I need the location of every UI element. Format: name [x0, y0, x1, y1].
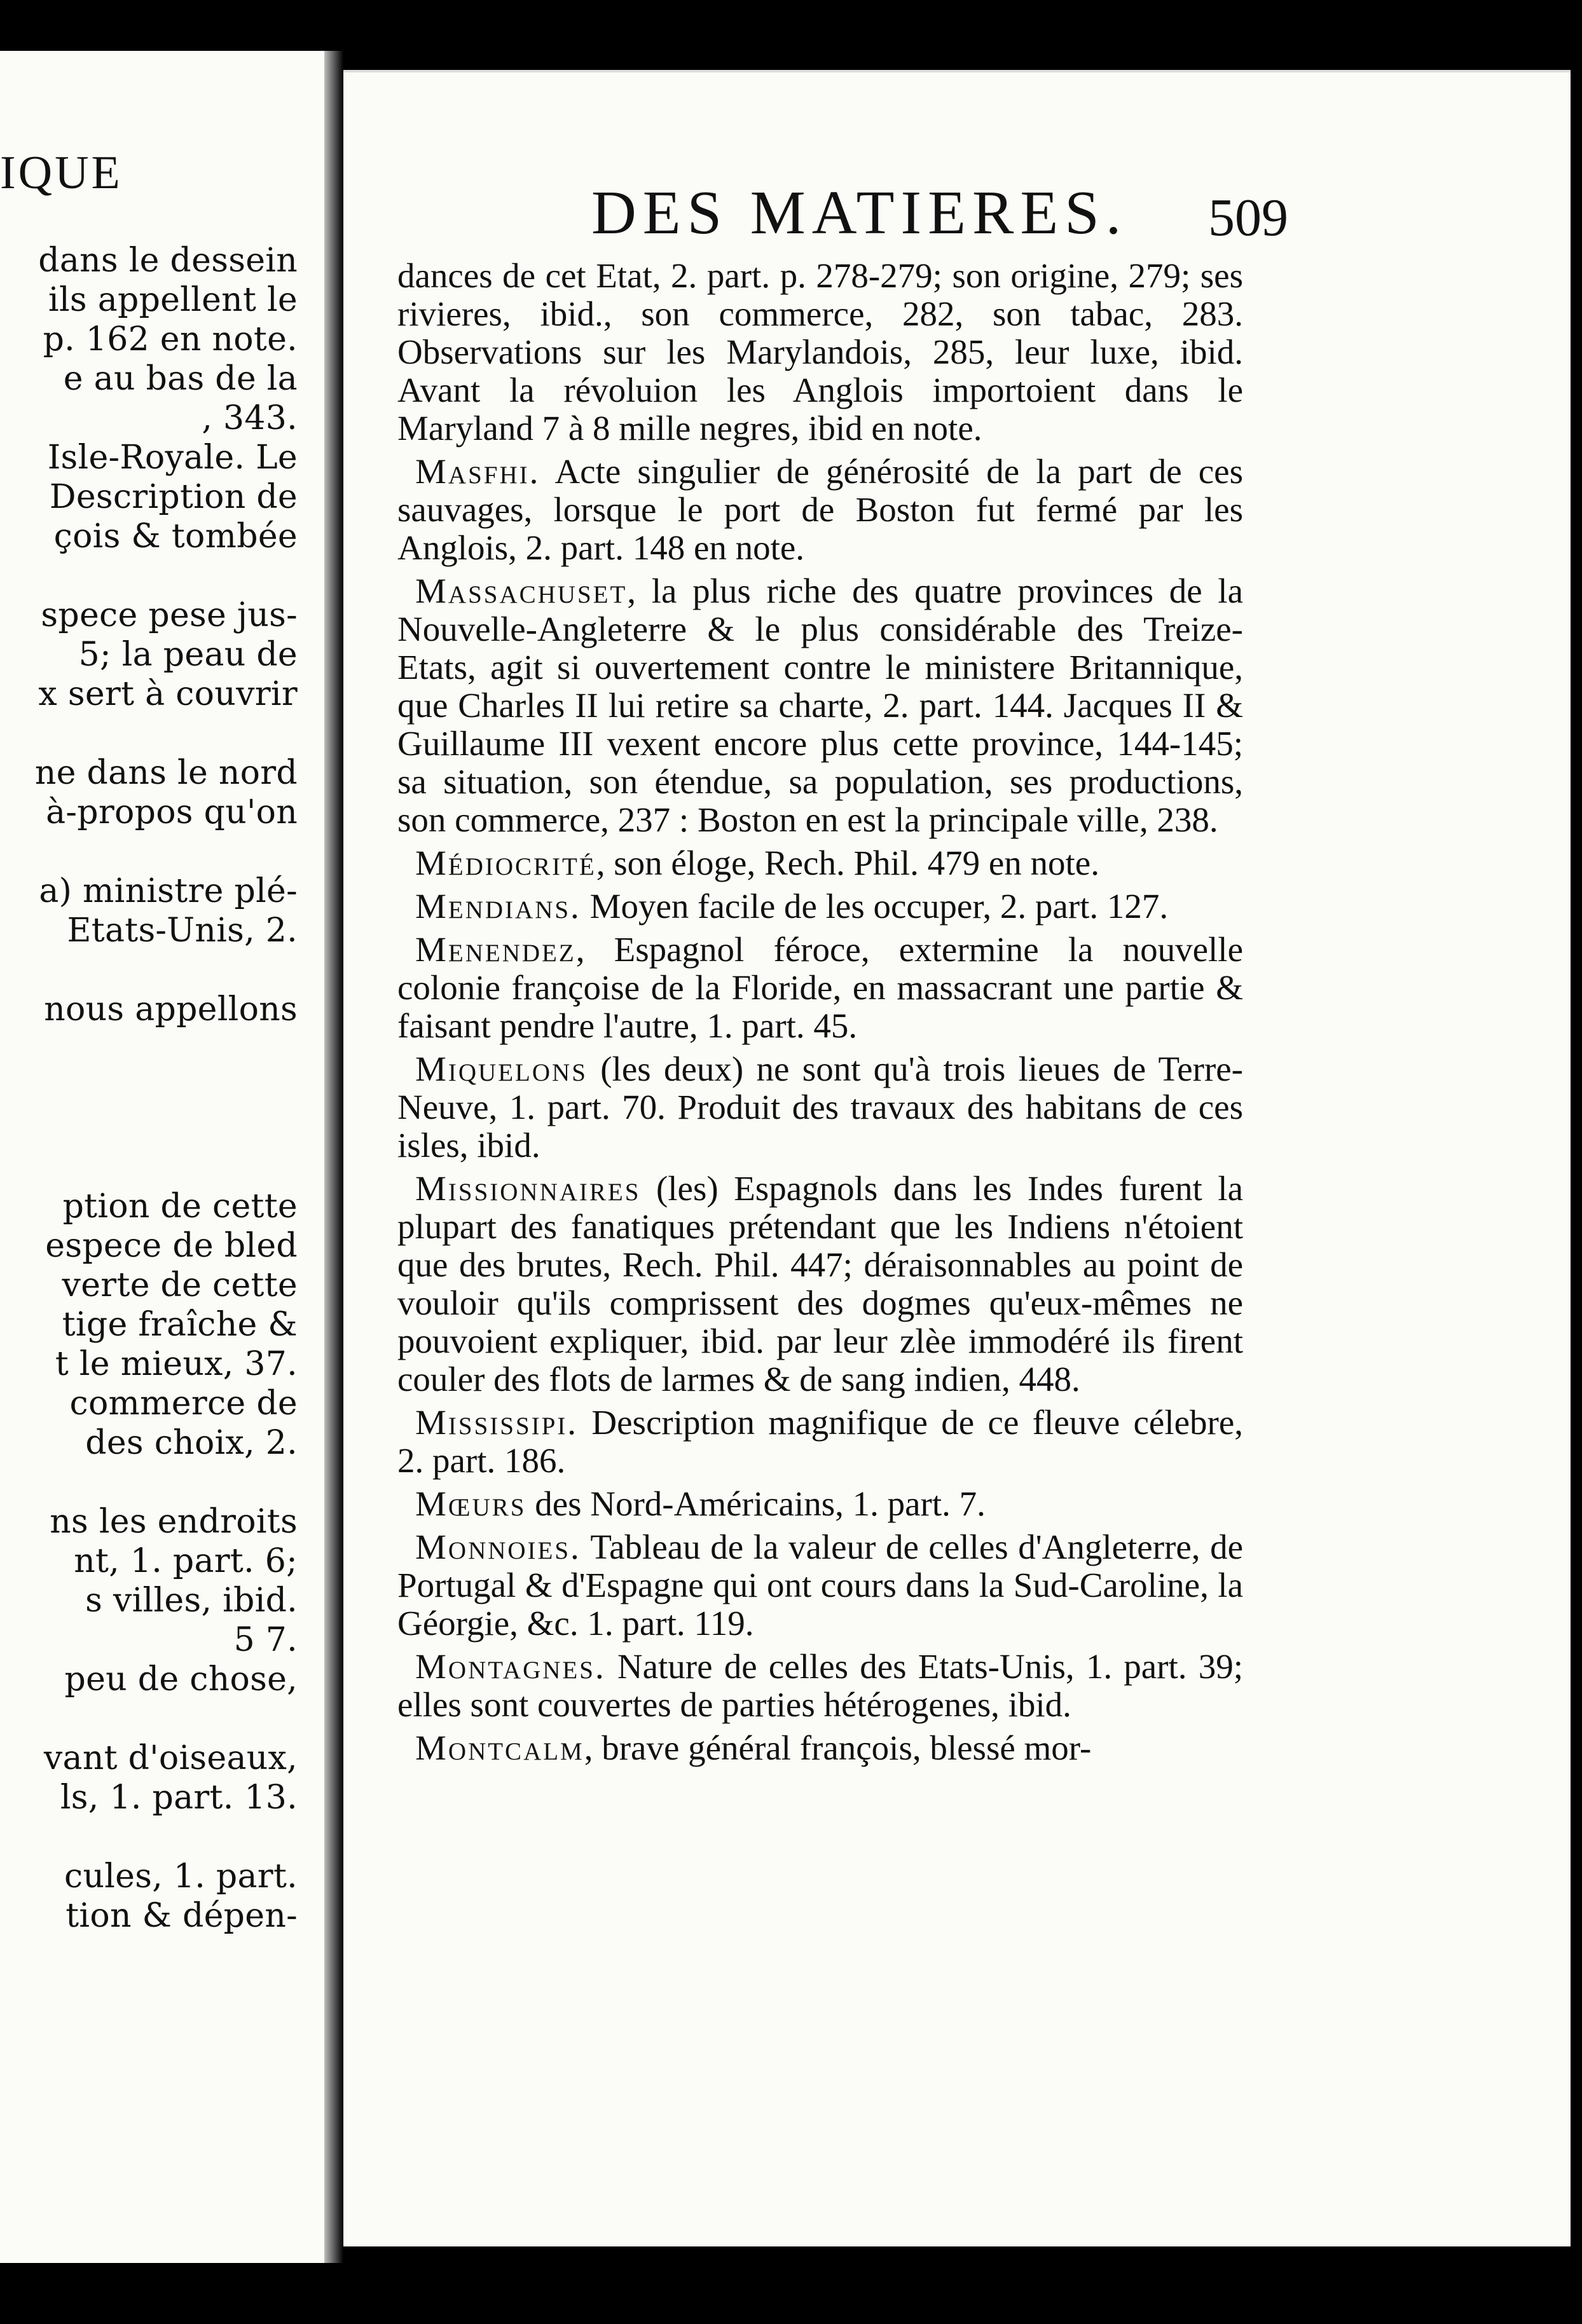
entry-headword: Mendians.: [415, 887, 581, 926]
index-entry: [397, 1050, 1243, 1165]
entry-text: Moyen facile de les occuper, 2. part. 127.: [581, 887, 1169, 926]
entry-text: Nature de celles des Etats-Unis, 1. part. 39; elles sont couvertes de parties hétérogenes, ibid.: [397, 1647, 1243, 1724]
entry-text: dances de cet Etat, 2. part. p. 278-279; son origine, 279; ses rivieres, ibid., son commerce, 282, son tabac, 283. Observations sur les Marylandois, 285, leur luxe, ibid. Avant la révoluion les Anglois importoient dans le Maryland 7 à 8 mille negres, ibid en note.: [397, 256, 1243, 448]
entry-text: des Nord-Américains, 1. part. 7.: [526, 1484, 986, 1523]
entry-text: Description magnifique de ce fleuve célebre, 2. part. 186.: [397, 1403, 1243, 1480]
left-page-line: cules, 1. part.: [64, 1857, 298, 1896]
entry-text: , brave général françois, blessé mor-: [584, 1728, 1092, 1767]
left-page-line: spece pese jus-: [41, 596, 298, 634]
left-page-line: p. 162 en note.: [43, 320, 298, 359]
left-page-line: x sert à couvrir: [38, 675, 298, 713]
index-entry: [397, 257, 1243, 448]
left-page-line: ns les endroits: [50, 1503, 298, 1541]
left-page-line: ption de cette: [62, 1187, 298, 1226]
entry-text: , son éloge, Rech. Phil. 479 en note.: [596, 844, 1099, 882]
entry-headword: Mississipi.: [415, 1403, 579, 1442]
left-page-line: nous appellons: [44, 990, 298, 1029]
entry-headword: Massachuset: [415, 571, 628, 610]
index-entry: [397, 844, 1243, 882]
left-page-line: commerce de: [69, 1384, 298, 1423]
left-page-line: Isle-Royale. Le: [47, 439, 298, 477]
left-page-line: ls, 1. part. 13.: [60, 1779, 298, 1817]
index-entry: [397, 931, 1243, 1045]
left-page-line: nt, 1. part. 6;: [74, 1542, 298, 1580]
entry-text: Acte singulier de générosité de la part de ces sauvages, lorsque le port de Boston fut fermé par les Anglois, 2. part. 148 en note.: [397, 452, 1243, 567]
left-page-line: à-propos qu'on: [46, 793, 298, 831]
entry-headword: Miquelons: [415, 1049, 588, 1088]
entry-headword: Montcalm: [415, 1728, 584, 1767]
entry-headword: Mœurs: [415, 1484, 526, 1523]
index-entry: [397, 1729, 1243, 1767]
left-page-line: des choix, 2.: [85, 1424, 298, 1462]
entry-headword: Montagnes.: [415, 1647, 606, 1686]
page-number: 509: [1208, 188, 1288, 247]
left-page-line: 5 7.: [233, 1621, 298, 1659]
entry-text: (les deux) ne sont qu'à trois lieues de Terre-Neuve, 1. part. 70. Produit des travaux des habitans de ces isles, ibid.: [397, 1049, 1243, 1165]
left-page-line: a) ministre plé-: [39, 872, 298, 910]
left-page-line: ne dans le nord: [34, 754, 298, 792]
entry-headword: Masfhi.: [415, 452, 540, 491]
entry-text: , Espagnol féroce, extermine la nouvelle colonie françoise de la Floride, en massacrant une partie & faisant pendre l'autre, 1. part. 45.: [397, 930, 1243, 1045]
left-page-line: espece de bled: [45, 1227, 298, 1265]
running-header: DES MATIERES.: [591, 179, 1128, 247]
left-page-line: peu de chose,: [64, 1660, 298, 1699]
book-gutter: [324, 51, 343, 2263]
entry-text: , la plus riche des quatre provinces de la Nouvelle-Angleterre & le plus considérable des Treize-Etats, agit si ouvertement contre le ministere Britannique, que Charles II lui retire sa charte, 2. part. 144. Jacques II & Guillaume III vexent encore plus cette province, 144-145; sa situation, son étendue, sa population, ses productions, son commerce, 237 : Boston en est la principale ville, 238.: [397, 571, 1243, 839]
left-page-header: IQUE: [0, 147, 123, 199]
right-page: [343, 70, 1571, 2246]
index-entries: [397, 257, 1243, 1772]
entry-headword: Menendez: [415, 930, 576, 969]
left-page-line: , 343.: [202, 399, 298, 437]
index-entry: [397, 887, 1243, 926]
entry-text: Tableau de la valeur de celles d'Angleterre, de Portugal & d'Espagne qui ont cours dans la Sud-Caroline, la Géorgie, &c. 1. part. 119.: [397, 1528, 1243, 1643]
left-page: [0, 51, 328, 2263]
left-page-line: e au bas de la: [63, 360, 298, 398]
entry-text: (les) Espagnols dans les Indes furent la plupart des fanatiques prétendant que les Indiens n'étoient que des brutes, Rech. Phil. 447; déraisonnables au point de vouloir qu'ils comprissent des dogmes qu'eux-mêmes ne pouvoient expliquer, ibid. par leur zlèe immodéré ils firent couler des flots de larmes & de sang indien, 448.: [397, 1169, 1243, 1398]
left-page-line: 5; la peau de: [78, 636, 298, 674]
index-entry: [397, 572, 1243, 839]
left-page-line: tige fraîche &: [62, 1306, 298, 1344]
index-entry: [397, 453, 1243, 567]
left-page-line: dans le dessein: [38, 242, 298, 280]
entry-headword: Monnoies.: [415, 1528, 581, 1566]
entry-headword: Missionnaires: [415, 1169, 641, 1208]
entry-headword: Médiocrité: [415, 844, 596, 882]
left-page-line: Etats-Unis, 2.: [67, 912, 298, 950]
index-entry: [397, 1485, 1243, 1523]
index-entry: [397, 1404, 1243, 1480]
index-entry: [397, 1528, 1243, 1643]
left-page-line: çois & tombée: [53, 517, 298, 556]
left-page-line: ils appellent le: [48, 281, 298, 319]
index-entry: [397, 1170, 1243, 1398]
left-page-line: verte de cette: [62, 1266, 298, 1304]
left-page-line: s villes, ibid.: [85, 1582, 298, 1620]
left-page-line: t le mieux, 37.: [55, 1345, 298, 1383]
index-entry: [397, 1648, 1243, 1724]
left-page-line: vant d'oiseaux,: [43, 1739, 298, 1777]
left-page-line: Description de: [49, 478, 298, 516]
left-page-line: tion & dépen-: [65, 1897, 298, 1935]
